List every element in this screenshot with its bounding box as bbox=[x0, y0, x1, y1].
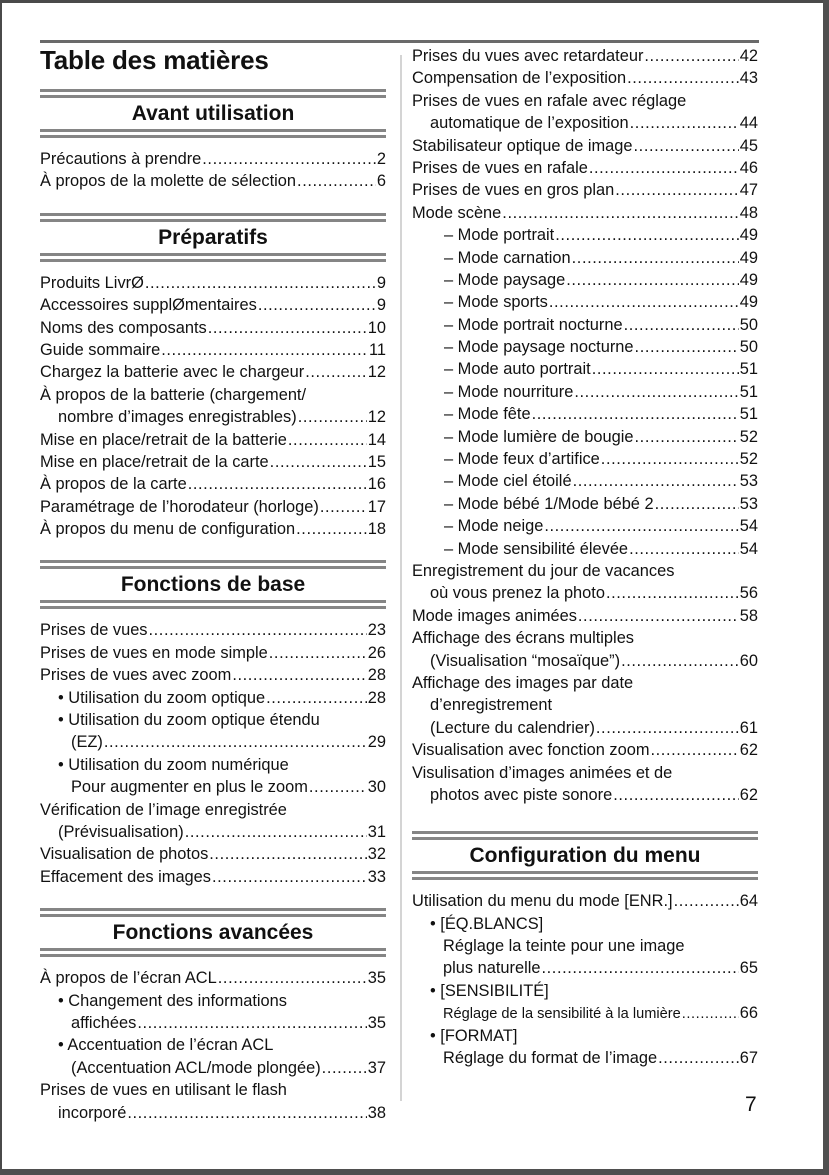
toc-entry[interactable]: Prises de vues en mode simple ..... 26 bbox=[40, 642, 386, 664]
toc-entry-scene-mode[interactable]: – Mode feux d’artifice ..... 52 bbox=[412, 448, 758, 470]
page-frame-right-shadow bbox=[823, 0, 829, 1175]
toc-entry-scene-mode[interactable]: – Mode fête ..... 51 bbox=[412, 403, 758, 425]
page-number: 7 bbox=[745, 1093, 757, 1116]
section-heading: Fonctions avancées bbox=[112, 921, 314, 945]
section-configuration-du-menu bbox=[412, 831, 758, 1069]
toc-entry-multiline[interactable]: • [ÉQ.BLANCS] Réglage la teinte pour une image plus naturelle ..... 65 bbox=[412, 913, 758, 980]
toc-entry[interactable]: • Utilisation du zoom optique ..... 28 bbox=[40, 687, 386, 709]
toc-entry-multiline[interactable]: • Utilisation du zoom numérique Pour augmenter en plus le zoom ..... 30 bbox=[40, 754, 386, 799]
toc-entry-multiline[interactable]: • Changement des informations affichées ..... 35 bbox=[40, 990, 386, 1035]
toc-entry-multiline[interactable]: • Utilisation du zoom optique étendu (EZ) ..... 29 bbox=[40, 709, 386, 754]
toc-entry-multiline[interactable]: À propos de la batterie (chargement/ nombre d’images enregistrables) ..... 12 bbox=[40, 384, 386, 429]
toc-entry[interactable]: Mise en place/retrait de la batterie ..... 14 bbox=[40, 429, 386, 451]
section-fonctions-de-base bbox=[40, 560, 386, 888]
toc-entry[interactable]: Utilisation du menu du mode [ENR.] ..... 64 bbox=[412, 890, 758, 912]
toc-entry-multiline[interactable]: • Accentuation de l’écran ACL (Accentuation ACL/mode plongée) ..... 37 bbox=[40, 1034, 386, 1079]
toc-entry[interactable]: Prises du vues avec retardateur ..... 42 bbox=[412, 45, 758, 67]
toc-entry[interactable]: À propos du menu de configuration ..... 18 bbox=[40, 518, 386, 540]
section-heading: Configuration du menu bbox=[469, 844, 701, 868]
section-rule-bottom bbox=[40, 600, 386, 610]
toc-entry[interactable]: Mode scène ..... 48 bbox=[412, 202, 758, 224]
toc-entry[interactable]: Prises de vues en gros plan ..... 47 bbox=[412, 179, 758, 201]
toc-entry-scene-mode[interactable]: – Mode lumière de bougie ..... 52 bbox=[412, 426, 758, 448]
toc-entry-multiline[interactable]: • [FORMAT] Réglage du format de l’image ..... 67 bbox=[412, 1025, 758, 1070]
toc-entry-scene-mode[interactable]: – Mode auto portrait ..... 51 bbox=[412, 358, 758, 380]
section-avant-utilisation bbox=[40, 89, 386, 193]
toc-entry[interactable]: Produits LivrØ ..... 9 bbox=[40, 272, 386, 294]
toc-entry[interactable]: Guide sommaire ..... 11 bbox=[40, 339, 386, 361]
toc-entry[interactable]: Mode images animées ..... 58 bbox=[412, 605, 758, 627]
toc-entry[interactable]: À propos de la carte ..... 16 bbox=[40, 473, 386, 495]
toc-entry-scene-mode[interactable]: – Mode paysage nocturne ..... 50 bbox=[412, 336, 758, 358]
toc-entry[interactable]: Précautions à prendre ..... 2 bbox=[40, 148, 386, 170]
toc-entry-scene-mode[interactable]: – Mode nourriture ..... 51 bbox=[412, 381, 758, 403]
toc-entry-scene-mode[interactable]: – Mode ciel étoilé ..... 53 bbox=[412, 470, 758, 492]
section-heading: Préparatifs bbox=[158, 225, 268, 249]
toc-entry[interactable]: À propos de la molette de sélection ..... 6 bbox=[40, 170, 386, 192]
toc-entry[interactable]: Visualisation avec fonction zoom ..... 62 bbox=[412, 739, 758, 761]
page-frame-bottom-shadow bbox=[0, 1169, 829, 1175]
section-rule-bottom bbox=[40, 948, 386, 958]
toc-entry-scene-mode[interactable]: – Mode bébé 1/Mode bébé 2 ..... 53 bbox=[412, 493, 758, 515]
left-column bbox=[40, 43, 386, 1124]
toc-entry[interactable]: Stabilisateur optique de image ..... 45 bbox=[412, 135, 758, 157]
toc-entry[interactable]: À propos de l’écran ACL ..... 35 bbox=[40, 967, 386, 989]
column-divider bbox=[400, 55, 402, 1101]
section-preparatifs bbox=[40, 213, 386, 541]
toc-entry[interactable]: Accessoires supplØmentaires ..... 9 bbox=[40, 294, 386, 316]
toc-entry[interactable]: Visualisation de photos ..... 32 bbox=[40, 843, 386, 865]
section-rule-top bbox=[40, 560, 386, 570]
toc-entry[interactable]: Noms des composants ..... 10 bbox=[40, 317, 386, 339]
section-rule-bottom bbox=[412, 871, 758, 881]
toc-entry-multiline[interactable]: Affichage des images par date d’enregistrement (Lecture du calendrier) ..... 61 bbox=[412, 672, 758, 739]
toc-entry-scene-mode[interactable]: – Mode portrait nocturne ..... 50 bbox=[412, 314, 758, 336]
section-heading: Avant utilisation bbox=[131, 102, 295, 125]
toc-entry-scene-mode[interactable]: – Mode neige ..... 54 bbox=[412, 515, 758, 537]
right-column bbox=[412, 45, 758, 1069]
section-rule-top bbox=[40, 89, 386, 99]
section-rule-bottom bbox=[40, 253, 386, 263]
section-rule-bottom bbox=[40, 129, 386, 139]
page-frame-left bbox=[0, 0, 2, 1175]
page-frame-top bbox=[0, 0, 829, 3]
toc-entry-scene-mode[interactable]: – Mode portrait ..... 49 bbox=[412, 224, 758, 246]
section-heading: Fonctions de base bbox=[120, 573, 306, 597]
toc-entry-multiline[interactable]: Prises de vues en rafale avec réglage automatique de l’exposition ..... 44 bbox=[412, 90, 758, 135]
toc-entry[interactable]: Prises de vues avec zoom ..... 28 bbox=[40, 664, 386, 686]
toc-entry-scene-mode[interactable]: – Mode sensibilité élevée ..... 54 bbox=[412, 538, 758, 560]
toc-entry-scene-mode[interactable]: – Mode paysage ..... 49 bbox=[412, 269, 758, 291]
toc-entry[interactable]: Chargez la batterie avec le chargeur ..... 12 bbox=[40, 361, 386, 383]
toc-entry[interactable]: Effacement des images ..... 33 bbox=[40, 866, 386, 888]
toc-entry-multiline[interactable]: Vérification de l’image enregistrée (Prévisualisation) ..... 31 bbox=[40, 799, 386, 844]
toc-entry[interactable]: Mise en place/retrait de la carte ..... 15 bbox=[40, 451, 386, 473]
section-fonctions-avancees bbox=[40, 908, 386, 1124]
toc-entry[interactable]: Prises de vues ..... 23 bbox=[40, 619, 386, 641]
toc-entry-scene-mode[interactable]: – Mode carnation ..... 49 bbox=[412, 247, 758, 269]
toc-entry-multiline[interactable]: Enregistrement du jour de vacances où vous prenez la photo ..... 56 bbox=[412, 560, 758, 605]
section-rule-top bbox=[40, 213, 386, 223]
toc-entry-multiline[interactable]: • [SENSIBILITÉ] Réglage de la sensibilité à la lumière ..... 66 bbox=[412, 980, 758, 1025]
toc-entry-multiline[interactable]: Affichage des écrans multiples (Visualisation “mosaïque”) ..... 60 bbox=[412, 627, 758, 672]
toc-entry-multiline[interactable]: Visulisation d’images animées et de photos avec piste sonore ..... 62 bbox=[412, 762, 758, 807]
page-title: Table des matières bbox=[40, 45, 269, 75]
section-rule-top bbox=[40, 908, 386, 918]
toc-entry[interactable]: Compensation de l’exposition ..... 43 bbox=[412, 67, 758, 89]
toc-entry[interactable]: Paramétrage de l’horodateur (horloge) ..... 17 bbox=[40, 496, 386, 518]
toc-entry-multiline[interactable]: Prises de vues en utilisant le flash incorporé ..... 38 bbox=[40, 1079, 386, 1124]
toc-entry-scene-mode[interactable]: – Mode sports ..... 49 bbox=[412, 291, 758, 313]
toc-entry[interactable]: Prises de vues en rafale ..... 46 bbox=[412, 157, 758, 179]
section-rule-top bbox=[412, 831, 758, 841]
